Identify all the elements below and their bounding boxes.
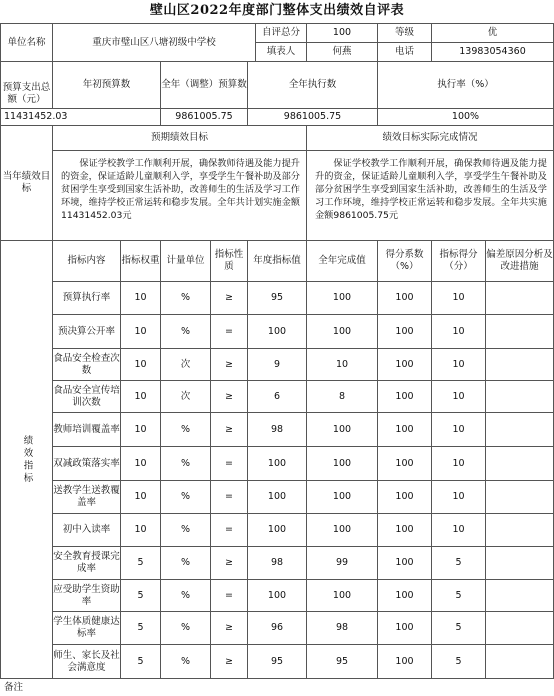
table-cell-indicator-content: 应受助学生资助率 [52,579,121,612]
table-cell-measure-unit: 次 [160,380,211,413]
table-cell-score-coefficient: 100 [377,281,432,315]
table-cell-indicator-weight: 10 [120,480,161,514]
filler-label: 填表人 [255,42,307,62]
table-cell-indicator-weight: 5 [120,611,161,645]
grade-label: 等级 [377,23,432,43]
phone: 13983054360 [431,42,554,62]
table-cell-indicator-content: 食品安全检查次数 [52,348,121,381]
table-cell-indicator-nature: ≥ [210,348,248,381]
expected-goals-header: 预期绩效目标 [52,125,307,151]
initial-budget-value: 11431452.03 [0,108,161,126]
unit-label: 单位名称 [0,23,53,62]
table-cell-measure-unit: % [160,480,211,514]
executed-amount-label: 全年执行数 [247,61,378,109]
table-cell-annual-target: 95 [247,281,307,315]
table-cell-annual-actual: 98 [306,611,378,645]
table-cell-indicator-weight: 10 [120,281,161,315]
table-cell-score-coefficient: 100 [377,611,432,645]
indicators-section-label [0,240,53,679]
expected-goals-text: 保证学校教学工作顺利开展，确保教师待遇及能力提升的资金，保证适龄儿童顺利入学，享受学生午餐补助及部分贫困学生享受到国家生活补助，改善师生的生活及学习工作环境，维持学校正常运转和稳步发展。全年共计划实施金额11431452.03元 [52,150,307,241]
table-cell-annual-actual: 95 [306,644,378,679]
table-cell-deviation-analysis [485,380,554,413]
table-cell-deviation-analysis [485,281,554,315]
table-cell-indicator-content: 安全教育授课完成率 [52,546,121,580]
table-cell-measure-unit: % [160,579,211,612]
column-header-indicator-weight: 指标权重 [120,240,161,282]
table-cell-measure-unit: % [160,611,211,645]
table-cell-annual-actual: 100 [306,412,378,447]
execution-rate-value: 100% [377,108,554,126]
table-cell-measure-unit: % [160,412,211,447]
table-cell-indicator-nature: = [210,314,248,349]
table-cell-indicator-score: 10 [431,480,486,514]
table-cell-indicator-score: 10 [431,314,486,349]
table-cell-annual-actual: 99 [306,546,378,580]
table-cell-deviation-analysis [485,611,554,645]
phone-label: 电话 [377,42,432,62]
column-header-annual-actual: 全年完成值 [306,240,378,282]
table-cell-indicator-content: 预决算公开率 [52,314,121,349]
actual-goals-text: 保证学校教学工作顺利开展，确保教师待遇及能力提升的资金，保证适龄儿童顺利入学，享受学生午餐补助及部分贫困学生享受到国家生活补助，改善师生的生活及学习工作环境，维持学校正常运转和稳步发展。全年共实施金额9861005.75元 [306,150,554,241]
table-cell-deviation-analysis [485,412,554,447]
column-header-indicator-content: 指标内容 [52,240,121,282]
self-score: 100 [306,23,378,43]
table-cell-annual-target: 96 [247,611,307,645]
table-cell-indicator-weight: 10 [120,412,161,447]
table-cell-deviation-analysis [485,579,554,612]
table-cell-measure-unit: % [160,546,211,580]
table-cell-score-coefficient: 100 [377,480,432,514]
table-cell-deviation-analysis [485,348,554,381]
table-cell-measure-unit: % [160,281,211,315]
column-header-score-coefficient: 得分系数（%） [377,240,432,282]
table-cell-measure-unit: % [160,314,211,349]
table-cell-annual-actual: 100 [306,579,378,612]
table-cell-annual-actual: 8 [306,380,378,413]
table-cell-deviation-analysis [485,480,554,514]
table-cell-indicator-weight: 10 [120,446,161,481]
table-cell-annual-target: 100 [247,314,307,349]
adjusted-budget-label: 全年（调整）预算数 [160,61,248,109]
table-cell-indicator-nature: ≥ [210,546,248,580]
table-cell-indicator-nature: ≥ [210,412,248,447]
table-cell-indicator-weight: 10 [120,513,161,547]
note-label: 备注 [4,682,24,693]
indicators-section-text: 绩效指标 [21,434,33,485]
table-cell-annual-target: 6 [247,380,307,413]
table-cell-indicator-weight: 10 [120,348,161,381]
execution-rate-label: 执行率（%） [377,61,554,109]
table-cell-indicator-score: 10 [431,446,486,481]
table-cell-deviation-analysis [485,446,554,481]
table-cell-annual-target: 95 [247,644,307,679]
unit-name: 重庆市璧山区八塘初级中学校 [52,23,256,62]
adjusted-budget-value: 9861005.75 [160,108,248,126]
table-cell-indicator-score: 5 [431,546,486,580]
table-cell-score-coefficient: 100 [377,348,432,381]
table-cell-indicator-weight: 5 [120,644,161,679]
table-cell-annual-target: 100 [247,480,307,514]
table-cell-annual-target: 100 [247,579,307,612]
table-cell-indicator-content: 初中入读率 [52,513,121,547]
table-cell-indicator-score: 10 [431,281,486,315]
table-cell-indicator-weight: 10 [120,380,161,413]
table-cell-score-coefficient: 100 [377,513,432,547]
table-cell-indicator-nature: = [210,513,248,547]
table-cell-indicator-content: 食品安全宣传培训次数 [52,380,121,413]
goals-row-label: 当年绩效目标 [0,125,53,241]
table-cell-deviation-analysis [485,546,554,580]
filler: 何燕 [306,42,378,62]
table-cell-indicator-nature: ≥ [210,611,248,645]
table-cell-annual-target: 100 [247,513,307,547]
table-cell-indicator-score: 5 [431,579,486,612]
column-header-deviation-analysis: 偏差原因分析及改进措施 [485,240,554,282]
table-cell-annual-target: 98 [247,546,307,580]
budget-row-label: 预算支出总额（元） [0,61,53,126]
table-cell-score-coefficient: 100 [377,314,432,349]
table-cell-indicator-weight: 5 [120,546,161,580]
table-cell-indicator-nature: ≥ [210,644,248,679]
initial-budget-label: 年初预算数 [52,61,161,109]
table-cell-score-coefficient: 100 [377,546,432,580]
table-cell-measure-unit: % [160,446,211,481]
table-cell-score-coefficient: 100 [377,412,432,447]
table-cell-annual-actual: 100 [306,281,378,315]
table-cell-indicator-content: 学生体质健康达标率 [52,611,121,645]
table-cell-annual-actual: 100 [306,513,378,547]
table-cell-indicator-nature: = [210,579,248,612]
table-cell-score-coefficient: 100 [377,579,432,612]
table-cell-annual-actual: 100 [306,446,378,481]
table-cell-indicator-score: 5 [431,644,486,679]
table-cell-deviation-analysis [485,513,554,547]
self-score-label: 自评总分 [255,23,307,43]
table-cell-score-coefficient: 100 [377,644,432,679]
executed-amount-value: 9861005.75 [247,108,378,126]
table-cell-indicator-content: 双减政策落实率 [52,446,121,481]
table-cell-annual-actual: 100 [306,314,378,349]
table-cell-measure-unit: 次 [160,348,211,381]
table-cell-measure-unit: % [160,644,211,679]
actual-goals-header: 绩效目标实际完成情况 [306,125,554,151]
column-header-indicator-nature: 指标性质 [210,240,248,282]
table-cell-indicator-score: 10 [431,513,486,547]
column-header-measure-unit: 计量单位 [160,240,211,282]
table-cell-annual-target: 98 [247,412,307,447]
table-cell-measure-unit: % [160,513,211,547]
table-cell-indicator-weight: 5 [120,579,161,612]
table-cell-indicator-content: 预算执行率 [52,281,121,315]
table-cell-indicator-nature: ≥ [210,380,248,413]
table-cell-annual-target: 100 [247,446,307,481]
table-cell-indicator-content: 送教学生送教覆盖率 [52,480,121,514]
table-cell-indicator-score: 10 [431,348,486,381]
table-cell-indicator-content: 师生、家长及社会满意度 [52,644,121,679]
table-cell-indicator-score: 10 [431,380,486,413]
table-cell-score-coefficient: 100 [377,446,432,481]
grade: 优 [431,23,554,43]
page-title: 壁山区2022年度部门整体支出绩效自评表 [149,3,405,18]
table-cell-indicator-nature: ≥ [210,281,248,315]
table-cell-annual-target: 9 [247,348,307,381]
table-cell-indicator-nature: = [210,446,248,481]
column-header-annual-target: 年度指标值 [247,240,307,282]
table-cell-indicator-content: 教师培训覆盖率 [52,412,121,447]
table-cell-deviation-analysis [485,644,554,679]
table-cell-indicator-nature: = [210,480,248,514]
table-cell-score-coefficient: 100 [377,380,432,413]
table-cell-indicator-weight: 10 [120,314,161,349]
table-cell-annual-actual: 10 [306,348,378,381]
table-cell-annual-actual: 100 [306,480,378,514]
table-cell-indicator-score: 5 [431,611,486,645]
column-header-indicator-score: 指标得分（分） [431,240,486,282]
table-cell-indicator-score: 10 [431,412,486,447]
table-cell-deviation-analysis [485,314,554,349]
